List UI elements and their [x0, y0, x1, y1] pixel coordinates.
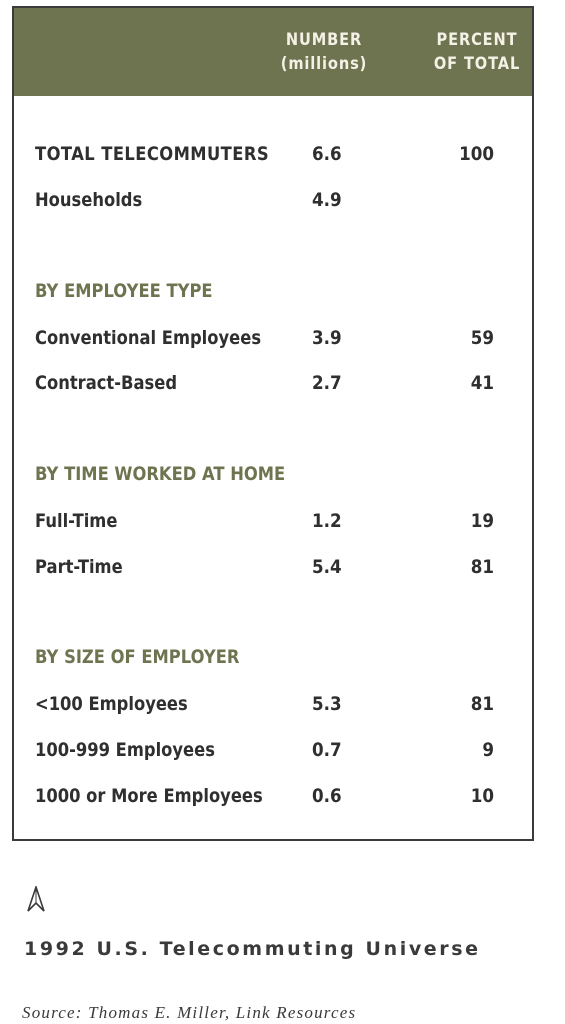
table-row — [14, 510, 532, 540]
row-number: 0.7 — [312, 739, 342, 761]
compass-arrow-icon — [26, 886, 46, 912]
row-percent: 81 — [470, 693, 494, 715]
number-header-line1: NUMBER — [285, 30, 363, 50]
row-number: 1.2 — [312, 510, 342, 532]
row-percent: 41 — [470, 372, 494, 394]
percent-header-line2: OF TOTAL — [433, 54, 521, 74]
row-label: <100 Employees — [35, 693, 188, 715]
table-row — [14, 327, 532, 357]
row-number: 5.3 — [312, 693, 342, 715]
row-label: Full-Time — [35, 510, 118, 532]
table-row-total — [14, 143, 532, 173]
row-label: 1000 or More Employees — [35, 785, 263, 807]
table-row — [14, 693, 532, 723]
section-heading-employer-size: BY SIZE OF EMPLOYER — [35, 646, 240, 668]
row-percent: 81 — [470, 556, 494, 578]
table-row-households — [14, 189, 532, 219]
row-number: 4.9 — [312, 189, 342, 211]
row-number: 5.4 — [312, 556, 342, 578]
number-column-header — [268, 28, 380, 76]
row-label: Part-Time — [35, 556, 123, 578]
source-credit: Source: Thomas E. Miller, Link Resources — [22, 1003, 357, 1022]
section-heading-time-worked: BY TIME WORKED AT HOME — [35, 463, 286, 485]
row-number: 0.6 — [312, 785, 342, 807]
percent-header-line1: PERCENT — [436, 30, 518, 50]
row-label: 100-999 Employees — [35, 739, 215, 761]
figure-caption: 1992 U.S. Telecommuting Universe — [24, 938, 481, 960]
row-percent: 19 — [470, 510, 494, 532]
row-percent: 100 — [459, 143, 494, 165]
row-percent: 10 — [470, 785, 494, 807]
telecommuting-table — [12, 6, 534, 841]
number-header-line2: (millions) — [280, 54, 368, 74]
table-row — [14, 785, 532, 815]
section-heading-employee-type: BY EMPLOYEE TYPE — [35, 280, 213, 302]
row-label: Contract-Based — [35, 372, 178, 394]
row-percent: 9 — [482, 739, 494, 761]
table-row — [14, 556, 532, 586]
row-percent: 59 — [470, 327, 494, 349]
row-number: 2.7 — [312, 372, 342, 394]
row-label: Conventional Employees — [35, 327, 262, 349]
percent-column-header — [421, 28, 533, 76]
table-row — [14, 372, 532, 402]
table-header-band — [14, 8, 532, 96]
row-label: Households — [35, 189, 143, 211]
row-number: 3.9 — [312, 327, 342, 349]
row-number: 6.6 — [312, 143, 342, 165]
table-row — [14, 739, 532, 769]
row-label: TOTAL TELECOMMUTERS — [35, 143, 270, 165]
